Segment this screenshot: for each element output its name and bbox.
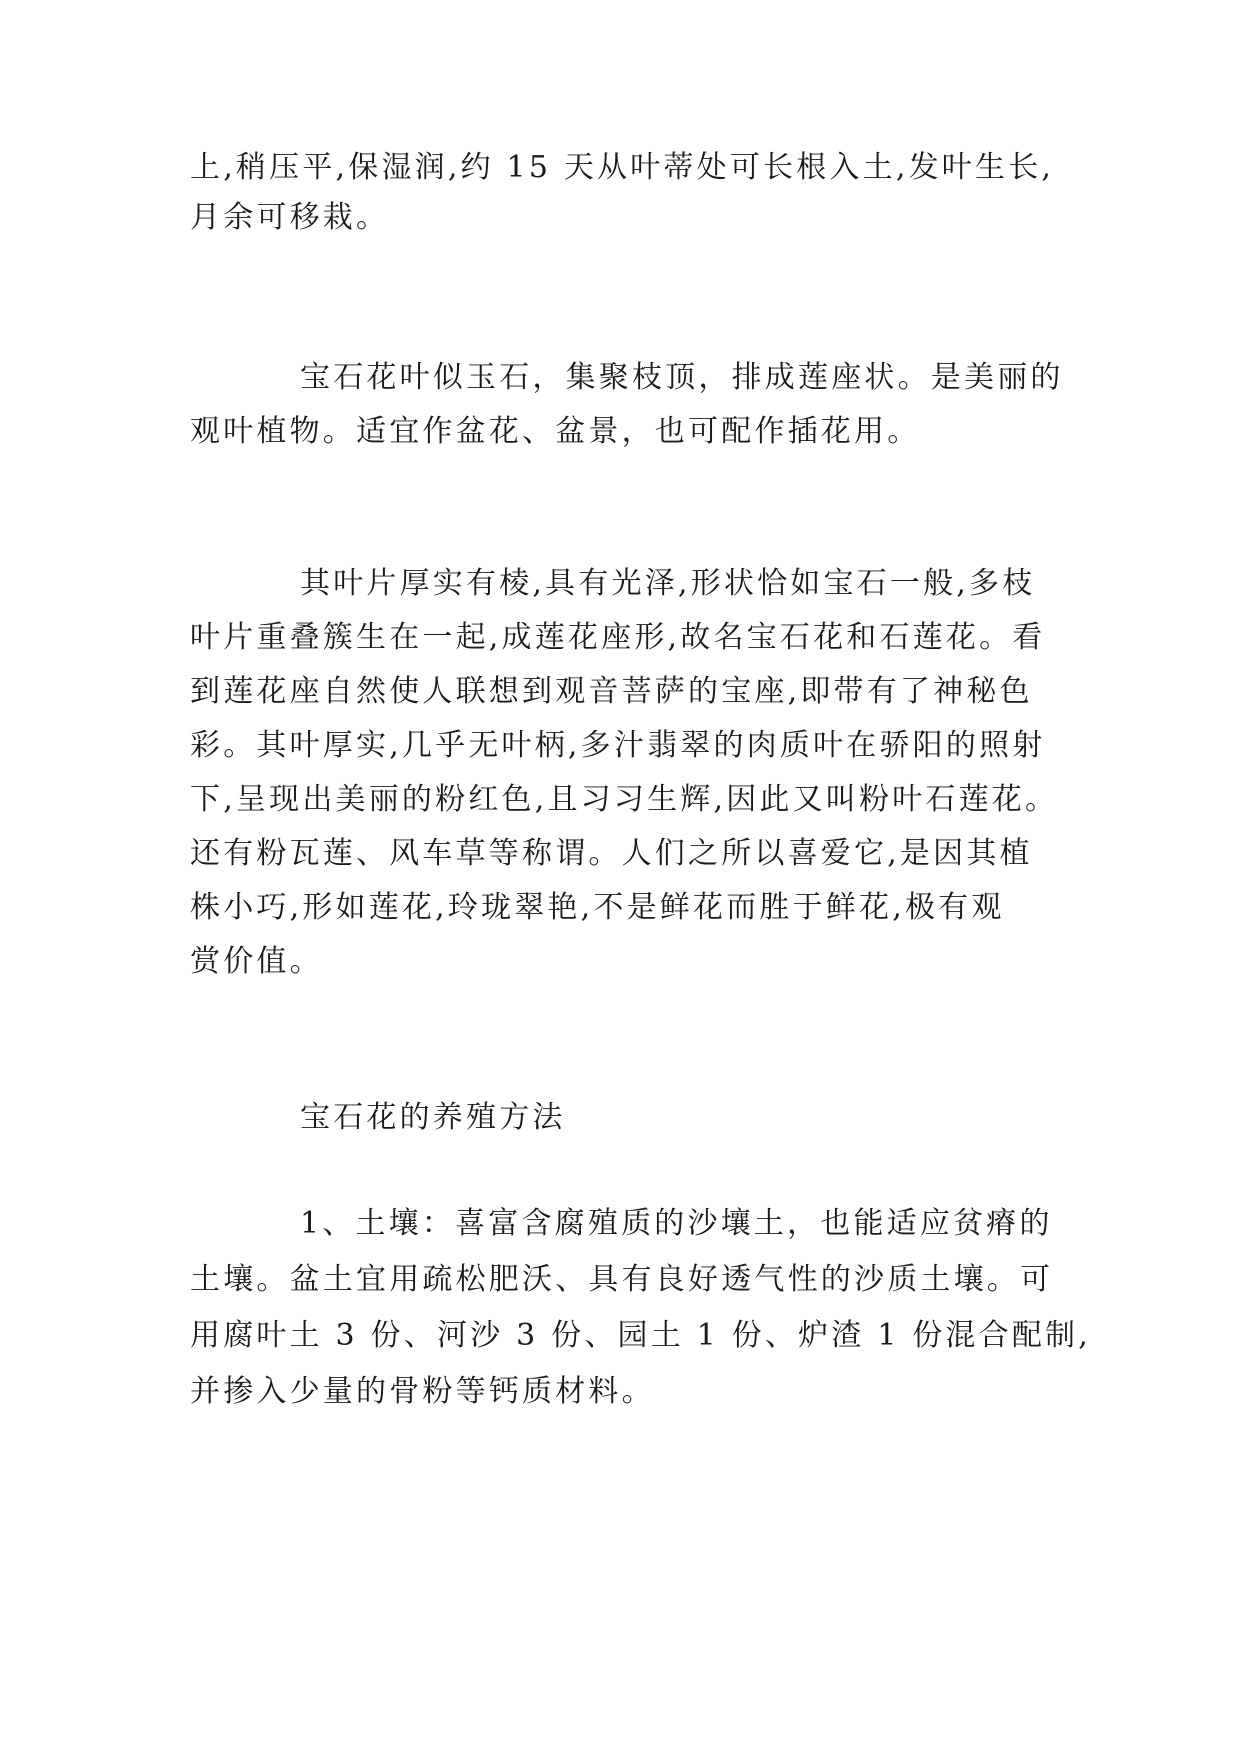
text-line: 月余可移栽。 xyxy=(190,200,390,235)
text-line: 叶片重叠簇生在一起,成莲花座形,故名宝石花和石莲花。看 xyxy=(190,620,1046,655)
text-line: 用腐叶土 3 份、河沙 3 份、园土 1 份、炉渣 1 份混合配制, xyxy=(190,1318,1091,1353)
text-line: 下,呈现出美丽的粉红色,且习习生辉,因此又叫粉叶石莲花。 xyxy=(190,782,1059,817)
text-line: 上,稍压平,保湿润,约 15 天从叶蒂处可长根入土,发叶生长, xyxy=(190,150,1055,185)
text-line: 观叶植物。适宜作盆花、盆景，也可配作插花用。 xyxy=(190,414,921,449)
text-line: 宝石花叶似玉石，集聚枝顶，排成莲座状。是美丽的 xyxy=(300,360,1064,395)
text-line: 其叶片厚实有棱,具有光泽,形状恰如宝石一般,多枝 xyxy=(300,566,1036,601)
text-line: 彩。其叶厚实,几乎无叶柄,多汁翡翠的肉质叶在骄阳的照射 xyxy=(190,728,1046,763)
text-line: 1、土壤：喜富含腐殖质的沙壤土，也能适应贫瘠的 xyxy=(300,1206,1053,1241)
text-line: 土壤。盆土宜用疏松肥沃、具有良好透气性的沙质土壤。可 xyxy=(190,1262,1054,1297)
section-heading-text: 宝石花的养殖方法 xyxy=(300,1100,566,1135)
text-line: 到莲花座自然使人联想到观音菩萨的宝座,即带有了神秘色 xyxy=(190,674,1033,709)
text-line: 并掺入少量的骨粉等钙质材料。 xyxy=(190,1374,655,1409)
text-line: 赏价值。 xyxy=(190,944,323,979)
text-line: 还有粉瓦莲、风车草等称谓。人们之所以喜爱它,是因其植 xyxy=(190,836,1033,871)
text-line: 株小巧,形如莲花,玲珑翠艳,不是鲜花而胜于鲜花,极有观 xyxy=(190,890,1005,925)
